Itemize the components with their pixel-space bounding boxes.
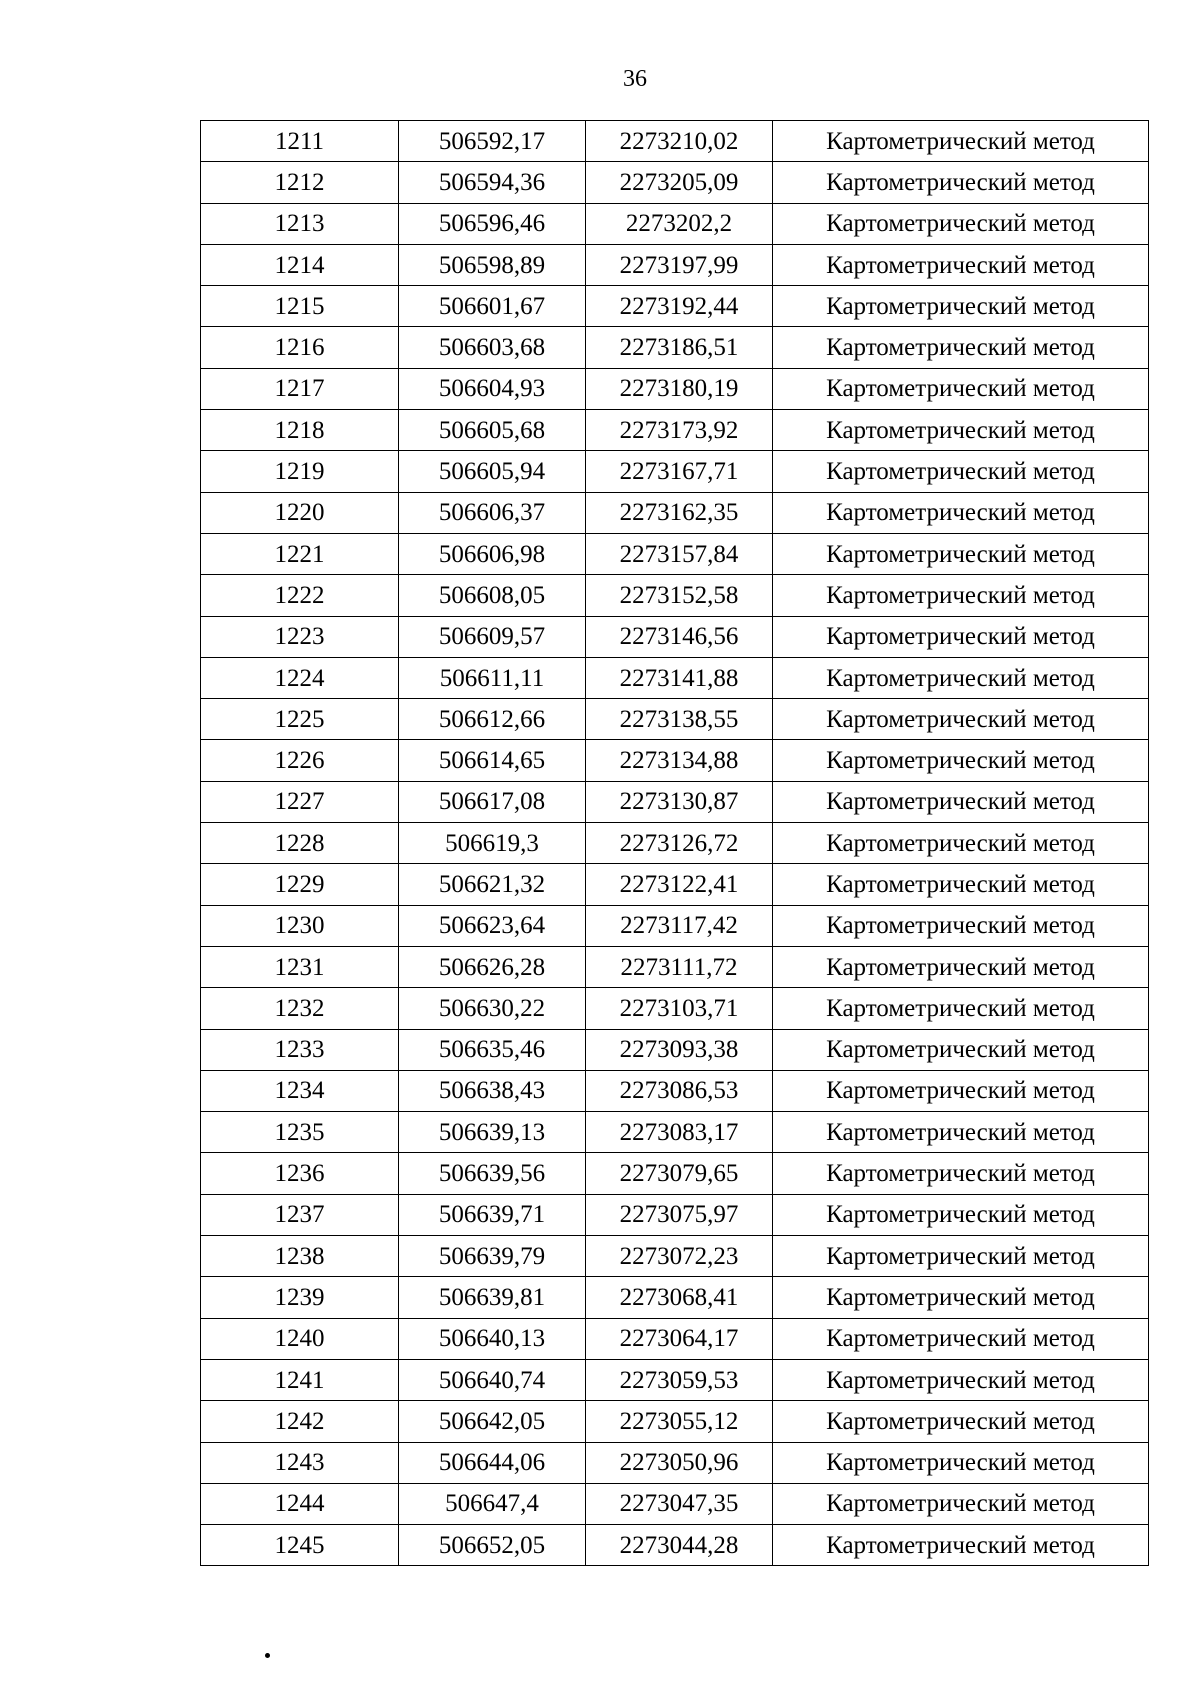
table-row [201, 121, 1149, 162]
method-cell: Картометрический метод [773, 905, 1149, 946]
y-coordinate-cell: 2273146,56 [586, 616, 773, 657]
method-cell: Картометрический метод [773, 1029, 1149, 1070]
x-coordinate-cell: 506601,67 [399, 286, 586, 327]
x-coordinate-cell: 506617,08 [399, 781, 586, 822]
point-number-cell: 1230 [201, 905, 399, 946]
y-coordinate-cell: 2273205,09 [586, 162, 773, 203]
x-coordinate-cell: 506644,06 [399, 1442, 586, 1483]
point-number-cell: 1228 [201, 823, 399, 864]
method-cell: Картометрический метод [773, 657, 1149, 698]
method-cell: Картометрический метод [773, 1277, 1149, 1318]
point-number-cell: 1229 [201, 864, 399, 905]
y-coordinate-cell: 2273117,42 [586, 905, 773, 946]
point-number-cell: 1235 [201, 1112, 399, 1153]
table-row [201, 946, 1149, 987]
method-cell: Картометрический метод [773, 1483, 1149, 1524]
y-coordinate-cell: 2273210,02 [586, 121, 773, 162]
coordinates-table-body [201, 121, 1149, 1566]
y-coordinate-cell: 2273173,92 [586, 410, 773, 451]
x-coordinate-cell: 506619,3 [399, 823, 586, 864]
y-coordinate-cell: 2273044,28 [586, 1525, 773, 1566]
table-row [201, 286, 1149, 327]
point-number-cell: 1239 [201, 1277, 399, 1318]
point-number-cell: 1244 [201, 1483, 399, 1524]
method-cell: Картометрический метод [773, 616, 1149, 657]
x-coordinate-cell: 506609,57 [399, 616, 586, 657]
y-coordinate-cell: 2273202,2 [586, 203, 773, 244]
method-cell: Картометрический метод [773, 575, 1149, 616]
y-coordinate-cell: 2273111,72 [586, 946, 773, 987]
point-number-cell: 1240 [201, 1318, 399, 1359]
method-cell: Картометрический метод [773, 988, 1149, 1029]
x-coordinate-cell: 506639,79 [399, 1236, 586, 1277]
y-coordinate-cell: 2273072,23 [586, 1236, 773, 1277]
x-coordinate-cell: 506606,37 [399, 492, 586, 533]
y-coordinate-cell: 2273152,58 [586, 575, 773, 616]
table-row [201, 1070, 1149, 1111]
x-coordinate-cell: 506614,65 [399, 740, 586, 781]
table-row [201, 533, 1149, 574]
y-coordinate-cell: 2273093,38 [586, 1029, 773, 1070]
table-row [201, 244, 1149, 285]
table-row [201, 1401, 1149, 1442]
table-row [201, 1483, 1149, 1524]
scan-mark [265, 1653, 270, 1658]
table-row [201, 451, 1149, 492]
point-number-cell: 1213 [201, 203, 399, 244]
x-coordinate-cell: 506605,94 [399, 451, 586, 492]
table-row [201, 1359, 1149, 1400]
point-number-cell: 1236 [201, 1153, 399, 1194]
method-cell: Картометрический метод [773, 162, 1149, 203]
y-coordinate-cell: 2273047,35 [586, 1483, 773, 1524]
y-coordinate-cell: 2273050,96 [586, 1442, 773, 1483]
x-coordinate-cell: 506630,22 [399, 988, 586, 1029]
table-row [201, 905, 1149, 946]
y-coordinate-cell: 2273138,55 [586, 699, 773, 740]
table-row [201, 657, 1149, 698]
x-coordinate-cell: 506639,71 [399, 1194, 586, 1235]
point-number-cell: 1234 [201, 1070, 399, 1111]
method-cell: Картометрический метод [773, 1153, 1149, 1194]
x-coordinate-cell: 506608,05 [399, 575, 586, 616]
point-number-cell: 1233 [201, 1029, 399, 1070]
y-coordinate-cell: 2273157,84 [586, 533, 773, 574]
y-coordinate-cell: 2273197,99 [586, 244, 773, 285]
x-coordinate-cell: 506639,81 [399, 1277, 586, 1318]
table-row [201, 368, 1149, 409]
point-number-cell: 1215 [201, 286, 399, 327]
y-coordinate-cell: 2273103,71 [586, 988, 773, 1029]
point-number-cell: 1219 [201, 451, 399, 492]
table-row [201, 1236, 1149, 1277]
table-row [201, 327, 1149, 368]
method-cell: Картометрический метод [773, 1525, 1149, 1566]
method-cell: Картометрический метод [773, 244, 1149, 285]
method-cell: Картометрический метод [773, 740, 1149, 781]
x-coordinate-cell: 506606,98 [399, 533, 586, 574]
x-coordinate-cell: 506639,13 [399, 1112, 586, 1153]
method-cell: Картометрический метод [773, 1070, 1149, 1111]
method-cell: Картометрический метод [773, 1401, 1149, 1442]
x-coordinate-cell: 506592,17 [399, 121, 586, 162]
point-number-cell: 1224 [201, 657, 399, 698]
point-number-cell: 1241 [201, 1359, 399, 1400]
y-coordinate-cell: 2273059,53 [586, 1359, 773, 1400]
y-coordinate-cell: 2273086,53 [586, 1070, 773, 1111]
method-cell: Картометрический метод [773, 699, 1149, 740]
point-number-cell: 1238 [201, 1236, 399, 1277]
point-number-cell: 1214 [201, 244, 399, 285]
point-number-cell: 1245 [201, 1525, 399, 1566]
y-coordinate-cell: 2273162,35 [586, 492, 773, 533]
x-coordinate-cell: 506647,4 [399, 1483, 586, 1524]
x-coordinate-cell: 506626,28 [399, 946, 586, 987]
method-cell: Картометрический метод [773, 203, 1149, 244]
method-cell: Картометрический метод [773, 823, 1149, 864]
coordinates-table [200, 120, 1149, 1566]
page-number: 36 [623, 66, 647, 92]
x-coordinate-cell: 506652,05 [399, 1525, 586, 1566]
method-cell: Картометрический метод [773, 946, 1149, 987]
table-row [201, 616, 1149, 657]
x-coordinate-cell: 506603,68 [399, 327, 586, 368]
y-coordinate-cell: 2273186,51 [586, 327, 773, 368]
x-coordinate-cell: 506612,66 [399, 699, 586, 740]
y-coordinate-cell: 2273068,41 [586, 1277, 773, 1318]
point-number-cell: 1222 [201, 575, 399, 616]
point-number-cell: 1226 [201, 740, 399, 781]
method-cell: Картометрический метод [773, 781, 1149, 822]
x-coordinate-cell: 506639,56 [399, 1153, 586, 1194]
point-number-cell: 1231 [201, 946, 399, 987]
table-row [201, 1525, 1149, 1566]
x-coordinate-cell: 506611,11 [399, 657, 586, 698]
point-number-cell: 1237 [201, 1194, 399, 1235]
table-row [201, 1029, 1149, 1070]
method-cell: Картометрический метод [773, 1236, 1149, 1277]
y-coordinate-cell: 2273079,65 [586, 1153, 773, 1194]
table-row [201, 162, 1149, 203]
table-row [201, 1318, 1149, 1359]
point-number-cell: 1220 [201, 492, 399, 533]
x-coordinate-cell: 506604,93 [399, 368, 586, 409]
table-row [201, 1442, 1149, 1483]
point-number-cell: 1227 [201, 781, 399, 822]
method-cell: Картометрический метод [773, 368, 1149, 409]
table-row [201, 410, 1149, 451]
y-coordinate-cell: 2273192,44 [586, 286, 773, 327]
y-coordinate-cell: 2273083,17 [586, 1112, 773, 1153]
table-row [201, 1194, 1149, 1235]
y-coordinate-cell: 2273134,88 [586, 740, 773, 781]
method-cell: Картометрический метод [773, 492, 1149, 533]
point-number-cell: 1218 [201, 410, 399, 451]
x-coordinate-cell: 506640,74 [399, 1359, 586, 1400]
x-coordinate-cell: 506640,13 [399, 1318, 586, 1359]
table-row [201, 864, 1149, 905]
x-coordinate-cell: 506621,32 [399, 864, 586, 905]
method-cell: Картометрический метод [773, 1194, 1149, 1235]
x-coordinate-cell: 506623,64 [399, 905, 586, 946]
table-row [201, 988, 1149, 1029]
y-coordinate-cell: 2273130,87 [586, 781, 773, 822]
method-cell: Картометрический метод [773, 1359, 1149, 1400]
point-number-cell: 1212 [201, 162, 399, 203]
table-row [201, 781, 1149, 822]
method-cell: Картометрический метод [773, 1112, 1149, 1153]
table-row [201, 699, 1149, 740]
table-row [201, 1277, 1149, 1318]
point-number-cell: 1242 [201, 1401, 399, 1442]
point-number-cell: 1243 [201, 1442, 399, 1483]
y-coordinate-cell: 2273167,71 [586, 451, 773, 492]
y-coordinate-cell: 2273075,97 [586, 1194, 773, 1235]
y-coordinate-cell: 2273126,72 [586, 823, 773, 864]
method-cell: Картометрический метод [773, 1318, 1149, 1359]
table-row [201, 1153, 1149, 1194]
y-coordinate-cell: 2273064,17 [586, 1318, 773, 1359]
table-row [201, 740, 1149, 781]
table-row [201, 492, 1149, 533]
x-coordinate-cell: 506596,46 [399, 203, 586, 244]
point-number-cell: 1221 [201, 533, 399, 574]
point-number-cell: 1223 [201, 616, 399, 657]
method-cell: Картометрический метод [773, 864, 1149, 905]
table-row [201, 575, 1149, 616]
x-coordinate-cell: 506605,68 [399, 410, 586, 451]
y-coordinate-cell: 2273122,41 [586, 864, 773, 905]
method-cell: Картометрический метод [773, 121, 1149, 162]
y-coordinate-cell: 2273055,12 [586, 1401, 773, 1442]
point-number-cell: 1232 [201, 988, 399, 1029]
method-cell: Картометрический метод [773, 327, 1149, 368]
method-cell: Картометрический метод [773, 410, 1149, 451]
x-coordinate-cell: 506594,36 [399, 162, 586, 203]
method-cell: Картометрический метод [773, 286, 1149, 327]
point-number-cell: 1217 [201, 368, 399, 409]
x-coordinate-cell: 506642,05 [399, 1401, 586, 1442]
table-row [201, 1112, 1149, 1153]
point-number-cell: 1211 [201, 121, 399, 162]
table-row [201, 203, 1149, 244]
x-coordinate-cell: 506638,43 [399, 1070, 586, 1111]
method-cell: Картометрический метод [773, 533, 1149, 574]
x-coordinate-cell: 506598,89 [399, 244, 586, 285]
point-number-cell: 1225 [201, 699, 399, 740]
point-number-cell: 1216 [201, 327, 399, 368]
table-row [201, 823, 1149, 864]
method-cell: Картометрический метод [773, 451, 1149, 492]
x-coordinate-cell: 506635,46 [399, 1029, 586, 1070]
y-coordinate-cell: 2273141,88 [586, 657, 773, 698]
method-cell: Картометрический метод [773, 1442, 1149, 1483]
y-coordinate-cell: 2273180,19 [586, 368, 773, 409]
